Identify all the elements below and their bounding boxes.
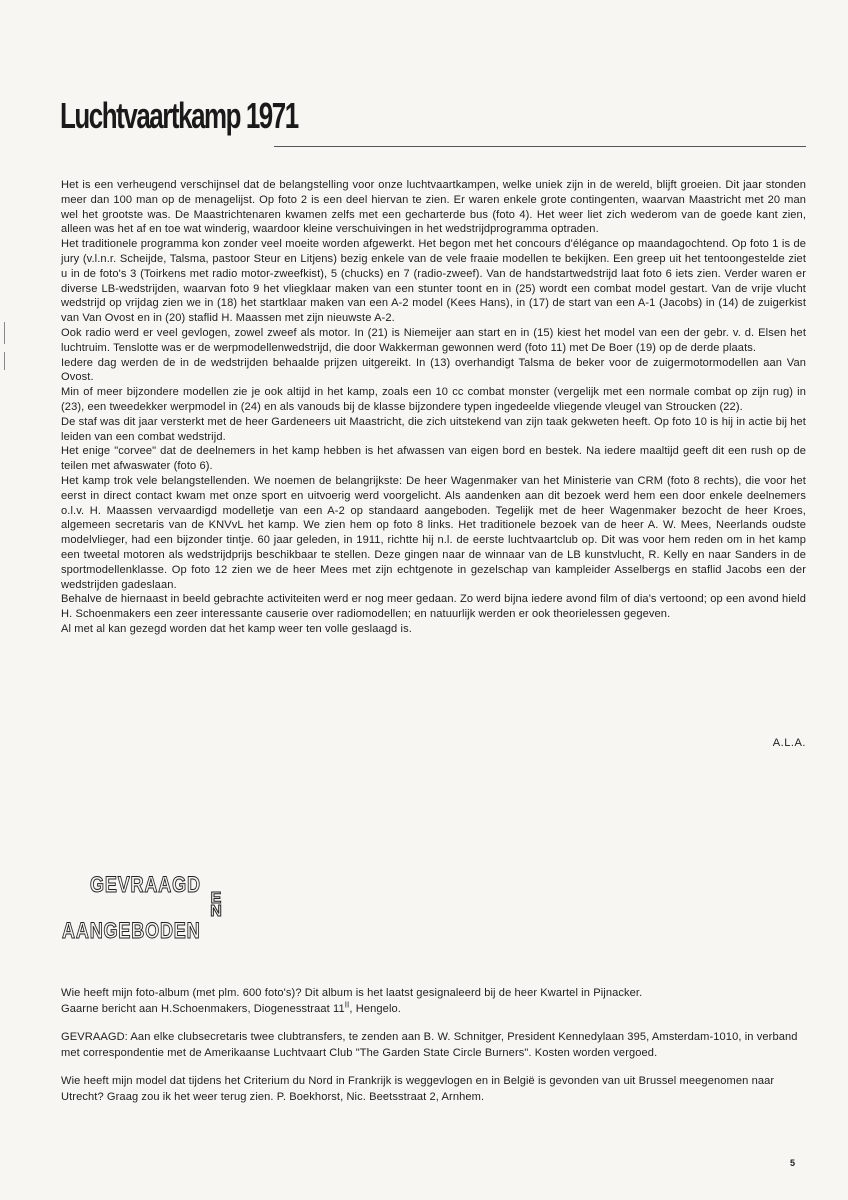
paragraph: Al met al kan gezegd worden dat het kamp weer ten volle geslaagd is.	[61, 622, 412, 635]
classified-ads	[61, 986, 811, 1118]
heading-word-en: EN	[210, 890, 222, 920]
ad-line: Gaarne bericht aan H.Schoenmakers, Diogenesstraat 11	[61, 1002, 345, 1015]
paragraph: Iedere dag werden de in de wedstrijden behaalde prijzen uitgereikt. In (13) overhandigt Talsma de beker voor de zuigermotormodellen aan Van Ovost.	[61, 356, 806, 384]
ad-line: , Hengelo.	[349, 1002, 401, 1015]
title-rule	[274, 146, 806, 147]
ad-lost-model: Wie heeft mijn model dat tijdens het Criterium du Nord in Frankrijk is weggevlogen en in België is gevonden van uit Brussel meegenomen naar Utrecht? Graag zou ik het weer terug zien. P. Boekhorst, Nic. Beetsstraat 2, Arnhem.	[61, 1075, 775, 1103]
article-title: Luchtvaartkamp 1971	[60, 95, 298, 136]
paragraph: De staf was dit jaar versterkt met de heer Gardeneers uit Maastricht, die zich uitstekend van zijn taak gekweten heeft. Op foto 10 is hij in actie bij het leiden van een combat wedstrijd.	[61, 415, 806, 443]
paragraph: Min of meer bijzondere modellen zie je ook altijd in het kamp, zoals een 10 cc combat monster (vergelijk met een normale combat op zijn rug) in (23), een tweedekker werpmodel in (24) en als vanouds bij de klasse bijzondere typen ingedeelde vliegende vleugel van Stroucken (22).	[61, 386, 806, 413]
paragraph: Het kamp trok vele belangstellenden. We noemen de belangrijkste: De heer Wagenmaker van het Ministerie van CRM (foto 8 rechts), die voor het eerst in direct contact kwam met onze sport en uitvoerig werd voorgelicht. Als aandenken aan dit bezoek werd hem een door enkele deelnemers o.l.v. H. Maassen vervaardigd modelletje van een A-2 op standaard aangeboden. Tegelijk met de heer Wagenmaker bezocht de heer Kroes, algemeen secretaris van de KNVvL het kamp. We zien hem op foto 8 links. Het traditionele bezoek van de heer A. W. Mees, Neerlands oudste modelvlieger, had een bijzonder tintje. 60 jaar geleden, in 1911, richtte hij n.l. de eerste luchtvaartclub op. Dit was voor hem reden om in het kamp een tweetal motoren als wedstrijdprijs beschikbaar te stellen. Deze gingen naar de winnaar van de LB kunstvlucht, R. Kelly en naar Sanders in de sportmodellenklasse. Op foto 12 zien we de heer Mees met zijn echtgenote in gezelschap van kampleider Asselbergs en staflid Jacobs een der wedstrijden gadeslaan.	[61, 474, 806, 591]
ad-clubtransfers: GEVRAAGD: Aan elke clubsecretaris twee clubtransfers, te zenden aan B. W. Schnitger, President Kennedylaan 395, Amsterdam-1010, in verband met correspondentie met de Amerikaanse Luchtvaart Club "The Garden State Circle Burners". Kosten worden vergoed.	[61, 1031, 798, 1059]
paragraph: Het traditionele programma kon zonder veel moeite worden afgewerkt. Het begon met het concours d'élégance op maandagochtend. Op foto 1 is de jury (v.l.n.r. Scheijde, Talsma, pastoor Steur en Litjens) bezig enkele van de vele fraaie modellen te bekijken. Een greep uit het tentoongestelde ziet u in de foto's 3 (Toirkens met radio motor-zweefkist), 5 (chucks) en 7 (radio-zweef). Van de handstartwedstrijd laat foto 6 iets zien. Verder waren er diverse LB-wedstrijden, waarvan foto 9 het vliegklaar maken van een stunter toont en in (25) wordt een combat model gestart. Van de vrije vlucht wedstrijd op vrijdag zien we in (18) het startklaar maken van een A-2 model (Kees Hans), in (17) de start van een A-1 (Jacobs) in (14) de zuigerkist van Van Ovost en in (20) staflid H. Maassen met zijn nieuwste A-2.	[61, 238, 806, 325]
heading-word-gevraagd: GEVRAAGD	[90, 872, 201, 897]
paragraph: Het enige "corvee" dat de deelnemers in het kamp hebben is het afwassen van eigen bord en bestek. Na iedere maaltijd geeft dit een rush op de teilen met afwaswater (foto 6).	[61, 445, 806, 473]
ad-photo-album	[61, 986, 811, 1017]
paragraph: Behalve de hiernaast in beeld gebrachte activiteiten werd er nog meer gedaan. Zo werd bijna iedere avond film of dia's vertoond; op een avond hield H. Schoenmakers een zeer interessante causerie over radiomodellen; en natuurlijk werden er ook theorielessen gegeven.	[61, 593, 806, 621]
classifieds-heading	[62, 870, 222, 945]
ad-superscript: II	[344, 999, 350, 1009]
paragraph: Het is een verheugend verschijnsel dat de belangstelling voor onze luchtvaartkampen, welke uniek zijn in de wereld, blijft groeien. Dit jaar stonden meer dan 100 man op de menagelijst. Op foto 2 is een deel hiervan te zien. Er waren enkele grote contingenten, waarvan Maastricht met 20 man wel het grootste was. De Maastrichtenaren kwamen zelfs met een gecharterde bus (foto 4). Het weer liet zich wederom van de goede kant zien, alleen was het af en toe wat winderig, waardoor kleine verschuivingen in het wedstrijdprogramma optraden.	[61, 179, 806, 236]
paragraph: Ook radio werd er veel gevlogen, zowel zweef als motor. In (21) is Niemeijer aan start en in (15) kiest het model van een der gebr. v. d. Elsen het luchtruim. Tenslotte was er de werpmodellenwedstrijd, die door Wakkerman gewonnen werd (foto 11) met De Boer (19) op de derde plaats.	[61, 326, 806, 354]
ad-line: Wie heeft mijn foto-album (met plm. 600 foto's)? Dit album is het laatst gesignaleerd bij de heer Kwartel in Pijnacker.	[61, 987, 643, 999]
article-body	[61, 178, 806, 637]
article-signature: A.L.A.	[772, 737, 806, 749]
margin-mark	[4, 352, 5, 370]
margin-mark	[4, 322, 5, 344]
page-number: 5	[790, 1158, 796, 1168]
heading-word-aangeboden: AANGEBODEN	[62, 918, 201, 943]
